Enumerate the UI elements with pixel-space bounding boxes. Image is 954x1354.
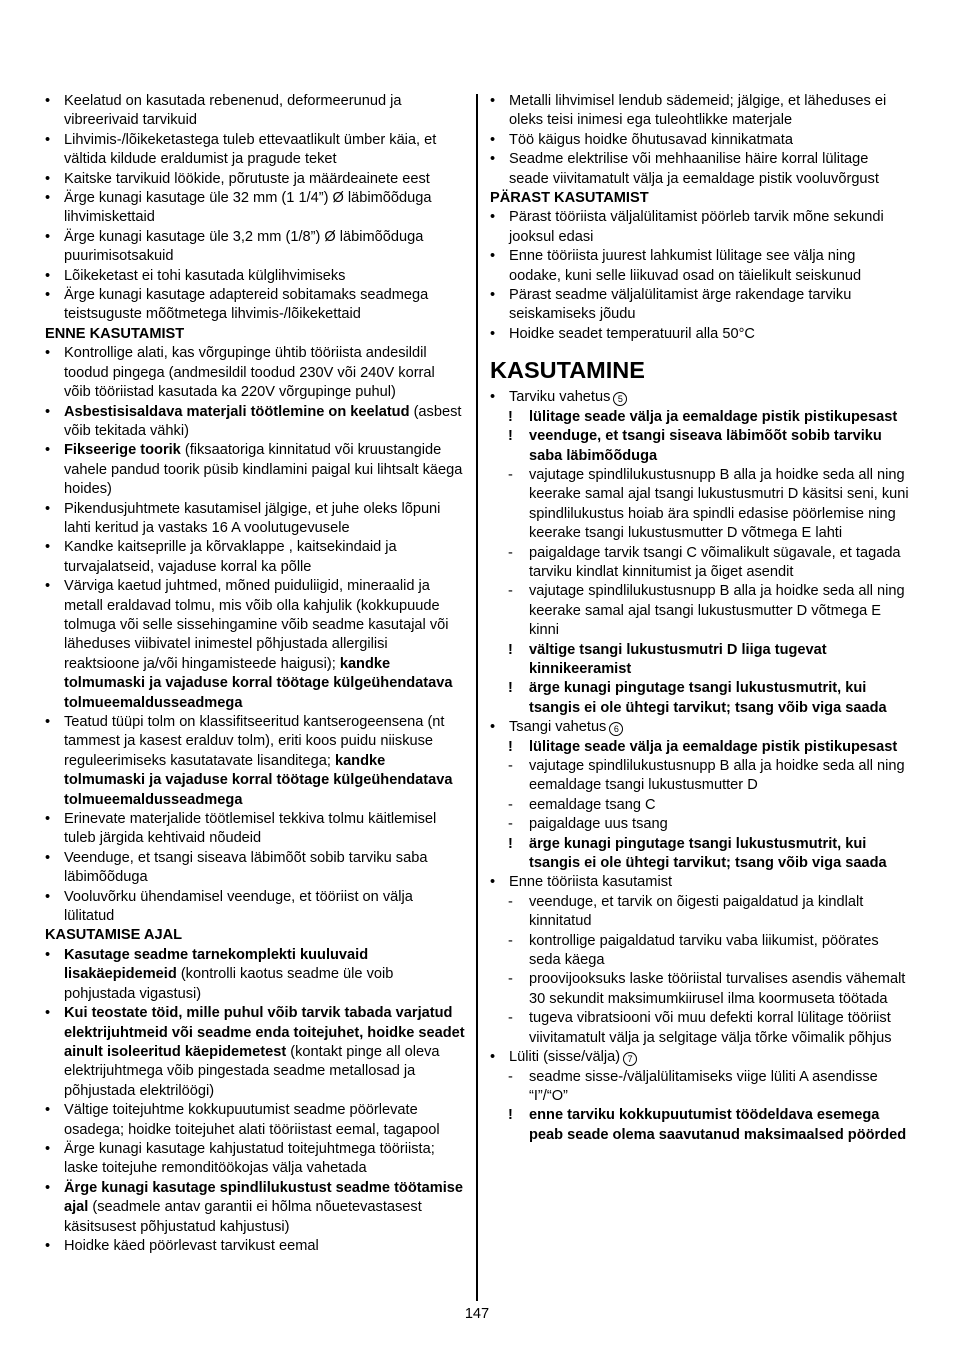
dash-icon: - (508, 971, 513, 988)
text-segment: Vältige toitejuhtme kokkupuutumist seadme pöörlevate osadega; hoidke toitejuhet alati tööriistast eemal, tagapool (64, 1102, 440, 1138)
bullet-icon: • (45, 888, 51, 905)
exclamation-icon: ! (508, 641, 513, 658)
text-segment: vajutage spindlilukustusnupp B alla ja hoidke seda all ning keerake samal ajal tsangi lukustusmutri D käsitsi seni, kuni spindlilukustus hoiab ära spindli edasise pöörlemise ning keerake tsangi lukustusmutter D võtmega E lahti (529, 466, 909, 542)
dash-item (490, 544, 910, 583)
text-segment: Ärge kunagi kasutage spindlilukustust seadme töötamise ajal (64, 1179, 463, 1216)
text-segment: veenduge, et tsangi siseava läbimõõt sobib tarviku saba läbimõõduga (529, 428, 882, 464)
text-segment: (seadmele antav garantii ei hõlma nõuetevastasest käsitsusest põhjustatud kahjustusi) (64, 1199, 422, 1235)
bullet-icon: • (490, 131, 496, 148)
bullet-icon: • (490, 325, 496, 342)
bullet-icon: • (45, 811, 51, 828)
text-segment: Kui teostate töid, mille puhul võib tarvik tabada varjatud elektrijuhtmeid või seadme enda toitejuhet, hoidke seadet ainult isoleeritud käepidemetest (64, 1005, 465, 1060)
text-segment: ENNE KASUTAMIST (45, 325, 185, 342)
section-heading (45, 325, 465, 344)
text-segment: Hoidke käed pöörlevast tarvikust eemal (64, 1237, 319, 1254)
text-segment: Enne tööriista kasutamist (509, 874, 673, 891)
left-column (45, 92, 465, 1256)
text-segment: Värviga kaetud juhtmed, mõned puiduliigid, mineraalid ja metall eraldavad tolmu, mis võib olla kahjulik (kokkupuude tolmuga või selle sissehingamine võib seadme kasutajal või läheduses viibivatel inimestel põhjustada allergilisi reaktsioone ja/või hingamisteede haigusi); (64, 578, 449, 672)
text-segment: Vooluvõrku ühendamisel veenduge, et tööriist on välja lülitatud (64, 888, 413, 925)
text-segment: Tarviku vahetus (509, 389, 611, 406)
text-segment: kandke tolmumaski ja vajaduse korral töötage külgeühendatava tolmueemaldusseadmega (64, 752, 453, 808)
bullet-icon: • (45, 267, 51, 284)
dash-icon: - (508, 932, 513, 949)
bullet-item (45, 1179, 465, 1237)
dash-item (490, 466, 910, 544)
text-segment: ärge kunagi pingutage tsangi lukustusmutrit, kui tsangis ei ole ühtegi tarvikut; tsang võib viga saada (529, 680, 887, 716)
text-segment: vajutage spindlilukustusnupp B alla ja hoidke seda all ning eemaldage tsangi lukustusmutter D (529, 758, 905, 794)
bullet-icon: • (45, 539, 51, 556)
text-segment: Erinevate materjalide töötlemisel tekkiva tolmu käitlemisel tuleb järgida kehtivaid nõudeid (64, 811, 437, 847)
text-segment: Enne tööriista juurest lahkumist lülitage see välja ning oodake, kuni selle liikuvad osad on täielikult seiskunud (509, 248, 862, 284)
text-segment: enne tarviku kokkupuutumist töödeldava esemega peab seade olema saavutanud maksimaalsed pöörded (529, 1107, 907, 1143)
bullet-item (490, 1048, 910, 1067)
dash-icon: - (508, 758, 513, 774)
text-segment: Seadme elektrilise või mehhaanilise häire korral lülitage seade viivitamatult välja ja eemaldage pistik vooluvõrgust (509, 151, 879, 187)
bullet-icon: • (45, 287, 51, 304)
bullet-item (45, 344, 465, 402)
text-segment: Töö käigus hoidke õhutusavad kinnikatmata (509, 131, 793, 148)
bullet-item (45, 403, 465, 442)
bullet-icon: • (45, 190, 51, 207)
bullet-item (490, 718, 910, 737)
dash-icon: - (508, 893, 513, 910)
bullet-item (45, 1237, 465, 1256)
text-segment: Kaitske tarvikuid löökide, põrutuste ja määrdeainete eest (64, 170, 430, 187)
bullet-item (490, 286, 910, 325)
text-segment: (asbest võib tekitada vähki) (64, 403, 462, 439)
bullet-item (45, 228, 465, 267)
bullet-item (45, 849, 465, 888)
dash-item (490, 757, 910, 796)
exclamation-icon: ! (508, 1107, 513, 1124)
text-segment: (fiksaatoriga kinnitatud või kruustangide vahele pandud toorik püsib kindlamini paigal kui lihtsalt käega hoides) (64, 442, 463, 498)
bullet-item (45, 1004, 465, 1101)
section-heading (490, 189, 910, 208)
text-segment: Metalli lihvimisel lendub sädemeid; jälgige, et läheduses ei oleks teisi inimesi ega tuleohtlikke materjale (509, 93, 887, 129)
dash-icon: - (508, 796, 513, 813)
dash-item (490, 1068, 910, 1107)
text-segment: proovijooksuks laske tööriistal turvalises asendis vähemalt 30 sekundit maksimumkiirusel ilma koormuseta töötada (529, 971, 906, 1007)
warning-item (490, 738, 910, 757)
text-segment: Pärast tööriista väljalülitamist pöörleb tarvik mõne sekundi jooksul edasi (509, 209, 884, 245)
bullet-icon: • (45, 1237, 51, 1254)
text-segment: Kontrollige alati, kas võrgupinge ühtib tööriista andesildil toodud pingega (andmesildil toodud 230V või 240V korral võib tööriistad kasutada ka 220V võrgupinge puhul) (64, 345, 435, 401)
text-segment: Ärge kunagi kasutage kahjustatud toitejuhtmega tööriista; laske toitejuhe remonditöökojas välja vahetada (64, 1140, 435, 1177)
text-segment: PÄRAST KASUTAMIST (490, 190, 649, 207)
bullet-icon: • (45, 1102, 51, 1119)
warning-item (490, 1106, 910, 1145)
warning-item (490, 408, 910, 427)
bullet-item (45, 1101, 465, 1140)
dash-icon: - (508, 1068, 513, 1085)
text-segment: Pärast seadme väljalülitamist ärge rakendage tarviku seiskamiseks jõudu (509, 287, 852, 323)
bullet-item (45, 1140, 465, 1179)
text-segment: lülitage seade välja ja eemaldage pistik pistikupesast (529, 738, 898, 755)
text-segment: Kandke kaitseprille ja kõrvaklappe , kaitsekindaid ja turvajalatseid, vajaduse korral ka põlle (64, 539, 397, 575)
bullet-icon: • (490, 1049, 496, 1066)
dash-icon: - (508, 583, 513, 600)
text-segment: Hoidke seadet temperatuuril alla 50°C (509, 325, 755, 342)
text-segment: kandke tolmumaski ja vajaduse korral töötage külgeühendatava tolmueemaldusseadmega (64, 655, 453, 711)
text-segment: vajutage spindlilukustusnupp B alla ja hoidke seda all ning keerake samal ajal tsangi lukustusmutter D võtmega E kinni (529, 583, 905, 639)
text-segment: paigaldage tarvik tsangi C võimalikult sügavale, et tagada tarviku kindlat kinnitumist ja õiget asendit (529, 544, 901, 580)
bullet-icon: • (490, 719, 496, 736)
figure-number-badge: 5 (613, 392, 627, 406)
bullet-item (490, 150, 910, 189)
bullet-icon: • (45, 849, 51, 866)
dash-item (490, 582, 910, 640)
warning-item (490, 641, 910, 680)
bullet-item (45, 131, 465, 170)
bullet-icon: • (45, 345, 51, 362)
dash-item (490, 893, 910, 932)
text-segment: Lihvimis-/lõikeketastega tuleb ettevaatlikult ümber käia, et vältida kildude eraldumist ja pragude teket (64, 131, 437, 168)
text-segment: ärge kunagi pingutage tsangi lukustusmutrit, kui tsangis ei ole ühtegi tarvikut; tsang võib viga saada (529, 835, 887, 872)
text-segment: Keelatud on kasutada rebenenud, deformeerunud ja vibreerivaid tarvikuid (64, 93, 402, 129)
bullet-item (45, 500, 465, 539)
text-segment: (kontakt pinge all oleva elektrijuhtmega võib pingestada seadme metallosad ja põhjustada elektrilöögi) (64, 1043, 440, 1099)
bullet-item (45, 286, 465, 325)
bullet-icon: • (45, 1005, 51, 1022)
text-segment: Asbestisisaldava materjali töötlemine on keelatud (64, 403, 410, 420)
bullet-item (490, 388, 910, 407)
bullet-icon: • (490, 93, 496, 109)
dash-item (490, 796, 910, 815)
bullet-icon: • (490, 248, 496, 265)
bullet-icon: • (490, 874, 496, 891)
text-segment: eemaldage tsang C (529, 796, 656, 813)
exclamation-icon: ! (508, 428, 513, 445)
bullet-item (45, 441, 465, 499)
dash-item (490, 970, 910, 1009)
bullet-icon: • (490, 209, 496, 226)
bullet-item (45, 577, 465, 713)
dash-icon: - (508, 816, 513, 833)
text-segment: Teatud tüüpi tolm on klassifitseeritud kantserogeensena (nt tammest ja kasest eralduv tolm), eriti koos puidu niiskuse reguleerimiseks kasutatavate lisanditega; (64, 714, 445, 769)
bullet-item (45, 267, 465, 286)
section-heading (45, 926, 465, 945)
bullet-icon: • (45, 1179, 51, 1196)
bullet-icon: • (45, 714, 51, 730)
bullet-icon: • (45, 1140, 51, 1157)
section-title (490, 356, 910, 384)
text-segment: Lõikeketast ei tohi kasutada külglihvimiseks (64, 267, 346, 284)
dash-item (490, 932, 910, 971)
text-segment: tugeva vibratsiooni või muu defekti korral lülitage tööriist viivitamatult välja ja selgitage välja tõrke võimalik põhjus (529, 1010, 892, 1046)
bullet-icon: • (490, 389, 496, 406)
text-segment: lülitage seade välja ja eemaldage pistik pistikupesast (529, 408, 898, 425)
text-segment: (kontrolli kaotus seadme üle voib pohjustada vigastusi) (64, 966, 394, 1002)
bullet-icon: • (45, 578, 51, 595)
bullet-item (45, 538, 465, 577)
bullet-item (45, 189, 465, 228)
bullet-item (490, 131, 910, 150)
warning-item (490, 835, 910, 874)
bullet-item (45, 713, 465, 810)
dash-icon: - (508, 1010, 513, 1027)
bullet-item (490, 325, 910, 344)
column-divider (476, 94, 478, 1301)
warning-item (490, 427, 910, 466)
text-segment: Pikendusjuhtmete kasutamisel jälgige, et juhe oleks lõpuni lahti keritud ja vastaks 16 A voolutugevusele (64, 500, 441, 536)
bullet-item (490, 873, 910, 892)
bullet-icon: • (45, 228, 51, 245)
text-segment: vältige tsangi lukustusmutri D liiga tugevat kinnikeeramist (529, 641, 827, 677)
page-number: 147 (464, 1306, 490, 1322)
bullet-item (45, 946, 465, 1004)
text-segment: paigaldage uus tsang (529, 816, 668, 833)
dash-icon: - (508, 466, 513, 483)
figure-number-badge: 7 (623, 1052, 637, 1066)
bullet-item (490, 247, 910, 286)
text-segment: KASUTAMISE AJAL (45, 927, 183, 944)
text-segment: Lüliti (sisse/välja) (509, 1049, 621, 1066)
bullet-icon: • (45, 403, 51, 420)
bullet-icon: • (45, 946, 51, 963)
exclamation-icon: ! (508, 738, 513, 755)
bullet-item (45, 810, 465, 849)
text-segment: kontrollige paigaldatud tarviku vaba liikumist, pöörates seda käega (529, 932, 879, 969)
bullet-item (45, 92, 465, 131)
bullet-item (490, 208, 910, 247)
text-segment: veenduge, et tarvik on õigesti paigaldatud ja kindlalt kinnitatud (529, 893, 864, 930)
dash-item (490, 1009, 910, 1048)
exclamation-icon: ! (508, 680, 513, 697)
dash-icon: - (508, 544, 513, 561)
text-segment: Veenduge, et tsangi siseava läbimõõt sobib tarviku saba läbimõõduga (64, 849, 428, 886)
text-segment: Ärge kunagi kasutage adaptereid sobitamaks seadmega teistsuguste mõõtmetega lihvimis-/lõikekettaid (64, 287, 429, 323)
figure-number-badge: 6 (609, 722, 623, 736)
text-segment: Ärge kunagi kasutage üle 3,2 mm (1/8”) Ø läbimõõduga puurimisotsakuid (64, 228, 424, 265)
bullet-item (45, 170, 465, 189)
exclamation-icon: ! (508, 408, 513, 425)
bullet-icon: • (490, 287, 496, 304)
text-segment: seadme sisse-/väljalülitamiseks viige lüliti A asendisse “I”/“O” (529, 1068, 878, 1104)
text-segment: Fikseerige toorik (64, 442, 181, 459)
text-segment: KASUTAMINE (490, 357, 645, 384)
exclamation-icon: ! (508, 835, 513, 852)
text-segment: Kasutage seadme tarnekomplekti kuuluvaid lisakäepidemeid (64, 946, 369, 983)
bullet-icon: • (45, 93, 51, 109)
bullet-item (45, 888, 465, 927)
right-column (490, 92, 910, 1145)
dash-item (490, 815, 910, 834)
bullet-item (490, 92, 910, 131)
bullet-icon: • (45, 170, 51, 187)
bullet-icon: • (45, 131, 51, 148)
text-segment: Ärge kunagi kasutage üle 32 mm (1 1/4”) Ø läbimõõduga lihvimiskettaid (64, 190, 432, 226)
bullet-icon: • (45, 442, 51, 459)
bullet-icon: • (45, 500, 51, 517)
warning-item (490, 679, 910, 718)
bullet-icon: • (490, 151, 496, 168)
text-segment: Tsangi vahetus (509, 719, 607, 736)
